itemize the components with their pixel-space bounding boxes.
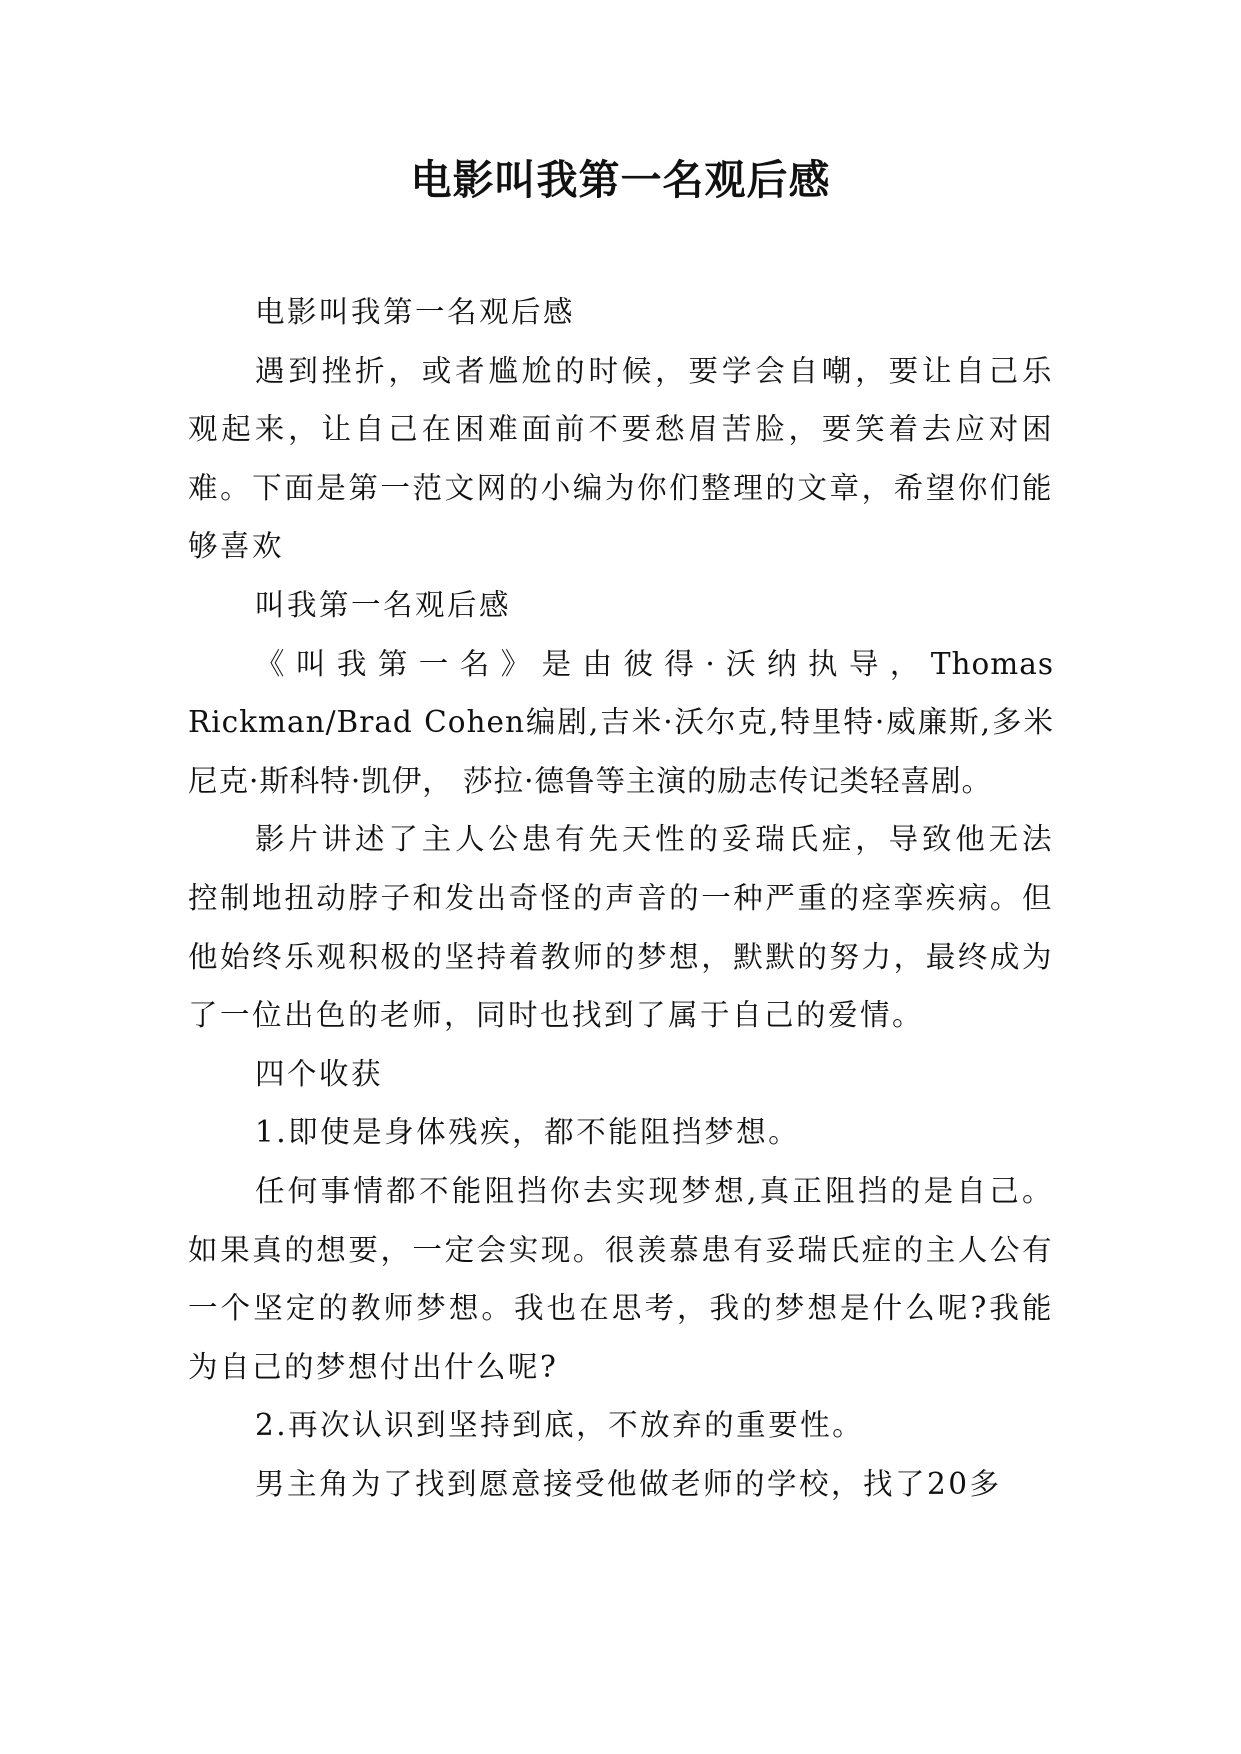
paragraph-intro: 遇到挫折，或者尴尬的时候，要学会自嘲，要让自己乐观起来，让自己在困难面前不要愁眉苦脸，要笑着去应对困难。下面是第一范文网的小编为你们整理的文章，希望你们能够喜欢 <box>188 353 1054 564</box>
paragraph-heading: 电影叫我第一名观后感 <box>255 295 576 329</box>
paragraph-synopsis: 影片讲述了主人公患有先天性的妥瑞氏症，导致他无法控制地扭动脖子和发出奇怪的声音的一种严重的痉挛疾病。但他始终乐观积极的坚持着教师的梦想，默默的努力，最终成为了一位出色的老师，同时也找到了属于自己的爱情。 <box>188 822 1054 1033</box>
document-body <box>188 283 1054 1513</box>
paragraph-subheading: 叫我第一名观后感 <box>255 587 512 622</box>
paragraph-point-2: 2.再次认识到坚持到底，不放弃的重要性。 <box>255 1408 865 1443</box>
paragraph-point-1-body: 任何事情都不能阻挡你去实现梦想,真正阻挡的是自己。如果真的想要，一定会实现。很羡慕患有妥瑞氏症的主人公有一个坚定的教师梦想。我也在思考，我的梦想是什么呢?我能为自己的梦想付出什么呢? <box>188 1173 1054 1384</box>
paragraph-point-1: 1.即使是身体残疾，都不能阻挡梦想。 <box>255 1115 801 1150</box>
document-title: 电影叫我第一名观后感 <box>410 156 831 204</box>
paragraph-section-heading: 四个收获 <box>255 1056 384 1091</box>
paragraph-film-info: 《叫我第一名》是由彼得·沃纳执导，Thomas Rickman/Brad Cohen编剧,吉米·沃尔克,特里特·威廉斯,多米尼克·斯科特·凯伊， 莎拉·德鲁等主演的励志传记类轻喜剧。 <box>188 646 1054 798</box>
paragraph-point-2-body: 男主角为了找到愿意接受他做老师的学校，找了20多 <box>255 1466 1002 1501</box>
